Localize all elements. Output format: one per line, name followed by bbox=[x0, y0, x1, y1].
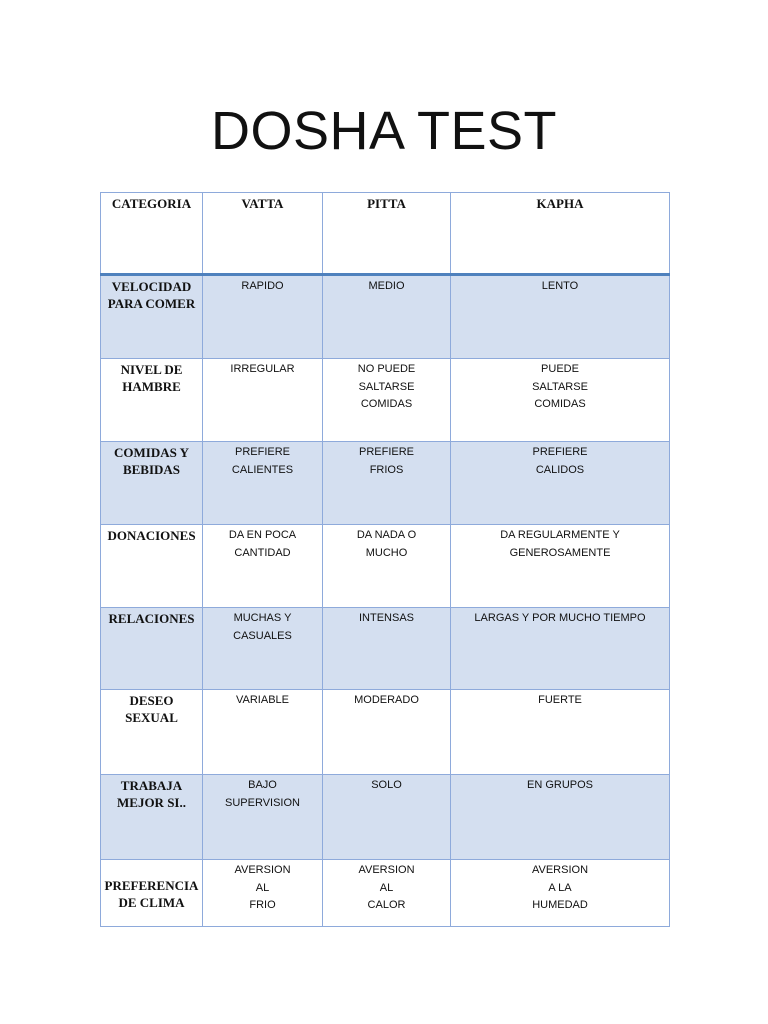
header-kapha: KAPHA bbox=[451, 193, 670, 275]
table-row bbox=[101, 275, 670, 359]
vatta-cell: AVERSION AL FRIO bbox=[203, 860, 323, 927]
kapha-cell: PREFIERE CALIDOS bbox=[451, 442, 670, 525]
category-cell: RELACIONES bbox=[101, 608, 203, 690]
category-cell: DESEO SEXUAL bbox=[101, 690, 203, 775]
table-header-row bbox=[101, 193, 670, 275]
header-vatta: VATTA bbox=[203, 193, 323, 275]
kapha-cell: PUEDE SALTARSE COMIDAS bbox=[451, 359, 670, 442]
vatta-cell: PREFIERE CALIENTES bbox=[203, 442, 323, 525]
category-cell: DONACIONES bbox=[101, 525, 203, 608]
table-row bbox=[101, 359, 670, 442]
page-title: DOSHA TEST bbox=[210, 101, 558, 161]
kapha-cell: FUERTE bbox=[451, 690, 670, 775]
pitta-cell: MODERADO bbox=[323, 690, 451, 775]
pitta-cell: MEDIO bbox=[323, 275, 451, 359]
kapha-cell: LENTO bbox=[451, 275, 670, 359]
table-row bbox=[101, 775, 670, 860]
pitta-cell: SOLO bbox=[323, 775, 451, 860]
vatta-cell: MUCHAS Y CASUALES bbox=[203, 608, 323, 690]
table-row bbox=[101, 860, 670, 927]
vatta-cell: DA EN POCA CANTIDAD bbox=[203, 525, 323, 608]
pitta-cell: INTENSAS bbox=[323, 608, 451, 690]
header-pitta: PITTA bbox=[323, 193, 451, 275]
category-cell: TRABAJA MEJOR SI.. bbox=[101, 775, 203, 860]
table-row bbox=[101, 690, 670, 775]
table-row bbox=[101, 525, 670, 608]
pitta-cell: AVERSION AL CALOR bbox=[323, 860, 451, 927]
dosha-table bbox=[100, 192, 670, 927]
vatta-cell: IRREGULAR bbox=[203, 359, 323, 442]
kapha-cell: EN GRUPOS bbox=[451, 775, 670, 860]
header-categoria: CATEGORIA bbox=[101, 193, 203, 275]
kapha-cell: AVERSION A LA HUMEDAD bbox=[451, 860, 670, 927]
pitta-cell: DA NADA O MUCHO bbox=[323, 525, 451, 608]
vatta-cell: RAPIDO bbox=[203, 275, 323, 359]
pitta-cell: PREFIERE FRIOS bbox=[323, 442, 451, 525]
kapha-cell: LARGAS Y POR MUCHO TIEMPO bbox=[451, 608, 670, 690]
category-cell: NIVEL DE HAMBRE bbox=[101, 359, 203, 442]
category-cell: VELOCIDAD PARA COMER bbox=[101, 275, 203, 359]
table-row bbox=[101, 608, 670, 690]
table-row bbox=[101, 442, 670, 525]
vatta-cell: VARIABLE bbox=[203, 690, 323, 775]
category-cell: COMIDAS Y BEBIDAS bbox=[101, 442, 203, 525]
vatta-cell: BAJO SUPERVISION bbox=[203, 775, 323, 860]
category-cell: PREFERENCIA DE CLIMA bbox=[101, 860, 203, 927]
pitta-cell: NO PUEDE SALTARSE COMIDAS bbox=[323, 359, 451, 442]
kapha-cell: DA REGULARMENTE Y GENEROSAMENTE bbox=[451, 525, 670, 608]
